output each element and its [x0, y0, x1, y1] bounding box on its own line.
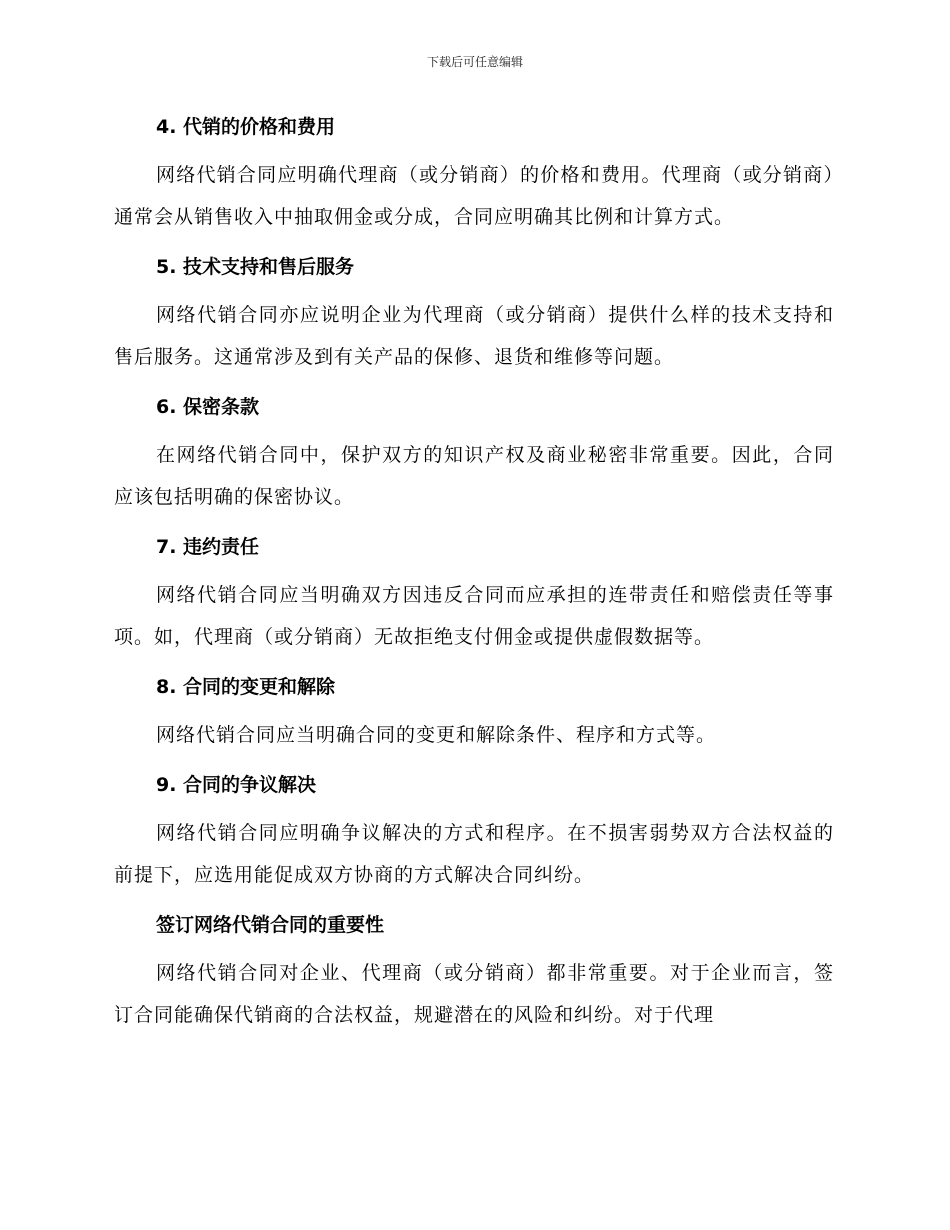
section-heading: 5. 技术支持和售后服务 [156, 256, 355, 278]
section-paragraph: 网络代销合同对企业、代理商（或分销商）都非常重要。对于企业而言，签订合同能确保代销商的合法权益，规避潜在的风险和纠纷。对于代理 [114, 962, 834, 1026]
section-paragraph: 网络代销合同应当明确合同的变更和解除条件、程序和方式等。 [156, 724, 717, 746]
section-paragraph: 网络代销合同应明确代理商（或分销商）的价格和费用。代理商（或分销商）通常会从销售收入中抽取佣金或分成，合同应明确其比例和计算方式。 [114, 164, 834, 228]
section-support [114, 252, 834, 378]
section-paragraph: 网络代销合同应当明确双方因违反合同而应承担的连带责任和赔偿责任等事项。如，代理商（或分销商）无故拒绝支付佣金或提供虚假数据等。 [114, 584, 834, 648]
section-heading: 4. 代销的价格和费用 [156, 116, 336, 138]
section-heading: 6. 保密条款 [156, 396, 260, 418]
document-body [114, 112, 834, 1050]
section-paragraph: 网络代销合同应明确争议解决的方式和程序。在不损害弱势双方合法权益的前提下，应选用能促成双方协商的方式解决合同纠纷。 [114, 822, 834, 886]
section-heading: 9. 合同的争议解决 [156, 774, 317, 796]
section-importance [114, 910, 834, 1036]
section-dispute [114, 770, 834, 896]
section-modification [114, 672, 834, 756]
section-confidentiality [114, 392, 834, 518]
section-paragraph: 在网络代销合同中，保护双方的知识产权及商业秘密非常重要。因此，合同应该包括明确的保密协议。 [114, 444, 834, 508]
section-liability [114, 532, 834, 658]
section-heading: 签订网络代销合同的重要性 [156, 914, 385, 936]
section-pricing [114, 112, 834, 238]
section-heading: 7. 违约责任 [156, 536, 260, 558]
section-heading: 8. 合同的变更和解除 [156, 676, 336, 698]
page-header: 下载后可任意编辑 [426, 55, 523, 69]
section-paragraph: 网络代销合同亦应说明企业为代理商（或分销商）提供什么样的技术支持和售后服务。这通常涉及到有关产品的保修、退货和维修等问题。 [114, 304, 834, 368]
